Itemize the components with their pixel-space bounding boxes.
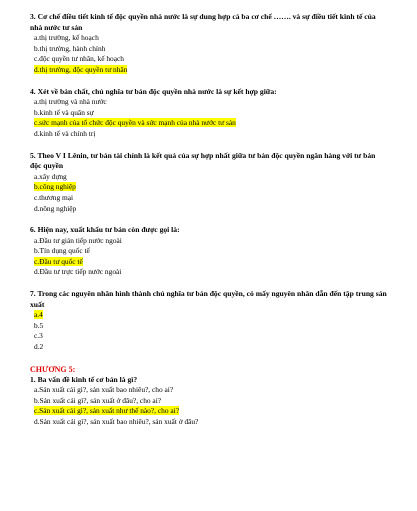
option-c: c.thương mại (34, 192, 74, 202)
option-c-answer: c.Đầu tư quốc tế (34, 256, 83, 266)
option-b: b.thị trường, hành chính (34, 43, 106, 53)
option-c: c.3 (34, 331, 43, 341)
option-b: b.5 (34, 320, 44, 330)
option-a-answer: a.4 (34, 310, 43, 320)
option-a: a.xây dựng (34, 171, 67, 181)
option-a: a.thị trường, kế hoạch (34, 33, 99, 43)
option-a: a.Đầu tư gián tiếp nước ngoài (34, 235, 122, 245)
option-d: d.2 (34, 342, 44, 352)
option-c-answer: c.sức mạnh của tổ chức độc quyền và sức mạnh của nhà nước tư sản (34, 118, 236, 128)
question-block-6 (30, 225, 387, 278)
option-d: d.kinh tế và chính trị (34, 128, 96, 138)
question-text: 7. Trong các nguyên nhân hình thành chủ nghĩa tư bản độc quyền, có mấy nguyên nhân dẫn đến tập trung sản xuất (30, 289, 387, 309)
option-d: d.Đầu tư trực tiếp nước ngoài (34, 267, 122, 277)
option-d: d.Sản xuất cái gì?, sản xuất bao nhiêu?, sản xuất ở đâu? (34, 417, 199, 426)
option-c-answer: c.Sản xuất cái gì?, sản xuất như thế nào?, cho ai? (34, 406, 179, 416)
option-b: b.Sản xuất cái gì?, sản xuất ở đâu?, cho ai? (34, 395, 162, 405)
question-text: 5. Theo V I Lênin, tư bản tài chính là kết quả của sự hợp nhất giữa tư bản độc quyền ngân hàng với tư bản độc quyền (30, 150, 376, 171)
question-block-5 (30, 151, 387, 215)
option-b: b.Tín dụng quốc tế (34, 246, 90, 256)
question-block-3 (30, 12, 387, 76)
chapter-5-block (30, 364, 387, 428)
question-text: 1. Ba vấn đề kinh tế cơ bản là gì? (30, 374, 138, 384)
option-d-answer: d.thị trường, độc quyền tư nhân (34, 64, 128, 74)
question-block-7 (30, 289, 387, 353)
option-b: b.kinh tế và quân sự (34, 107, 94, 117)
question-text: 4. Xét về bản chất, chủ nghĩa tư bản độc quyền nhà nước là sự kết hợp giữa: (30, 86, 277, 96)
question-text: 3. Cơ chế điều tiết kinh tế độc quyền nhà nước là sự dung hợp cả ba cơ chế ……. và sự điều tiết kinh tế của nhà nước tư sản (30, 12, 376, 32)
question-block-4 (30, 87, 387, 140)
option-b-answer: b.công nghiệp (34, 182, 76, 192)
option-d: d.nông nghiệp (34, 203, 77, 213)
option-a: a.Sản xuất cái gì?, sản xuất bao nhiêu?, cho ai? (34, 385, 174, 395)
option-a: a.thị trường và nhà nước (34, 97, 107, 107)
chapter-heading: CHƯƠNG 5: (30, 364, 76, 374)
question-text: 6. Hiện nay, xuất khẩu tư bản còn được gọi là: (30, 225, 180, 235)
option-c: c.độc quyền tư nhân, kế hoạch (34, 54, 124, 64)
